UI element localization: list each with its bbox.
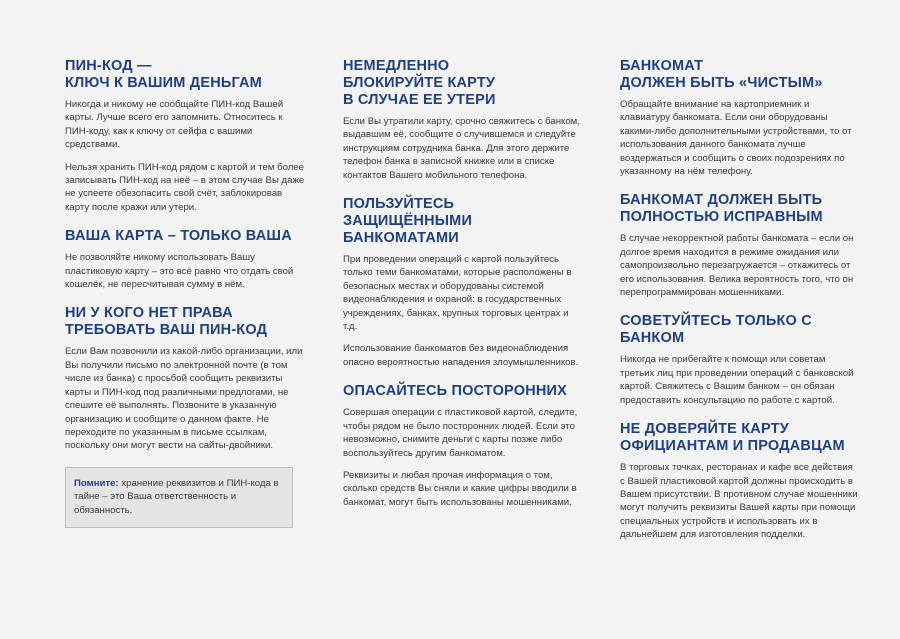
column-right	[620, 58, 860, 556]
section-title: ВАША КАРТА – ТОЛЬКО ВАША	[65, 228, 292, 245]
section-block-card	[343, 58, 583, 182]
reminder-box	[65, 467, 293, 528]
section-title: НЕМЕДЛЕННО БЛОКИРУЙТЕ КАРТУ В СЛУЧАЕ ЕЕ УТЕРИ	[343, 58, 496, 108]
section-waiters	[620, 421, 860, 541]
paragraph: Обращайте внимание на картоприемник и клавиатуру банкомата. Если они оборудованы какими-либо дополнительными устройствами, то от использования данного банкомата лучше воздержаться и сообщить о своих подозрениях по указанному на нём телефону.	[620, 99, 852, 178]
section-clean-atm	[620, 58, 860, 178]
reminder-label: Помните:	[74, 477, 119, 489]
column-middle	[343, 58, 583, 523]
paragraph: Если Вы утратили карту, срочно свяжитесь с банком, выдавшим её, сообщите о случившемся и следуйте инструкциям сотрудника банка. Для этого держите телефон банка в записной книжке или в списке контактов Вашего мобильного телефона.	[343, 116, 580, 181]
section-working-atm	[620, 192, 860, 299]
paragraph: Реквизиты и любая прочая информация о том, сколько средств Вы сняли и какие цифры вводили в банкомат, могут быть использованы мошенниками.	[343, 469, 577, 508]
column-left	[65, 58, 305, 528]
paragraph: Если Вам позвонили из какой-либо организации, или Вы получили письмо по электронной почте (в том числе из банка) с просьбой сообщить реквизиты карты и ПИН-код под различными предлогами, не спешите её выполнять. Позвоните в указанную организацию и сообщите о данном факте. Не переходите по указанным в письме ссылкам, поскольку они могут вести на сайты-двойники.	[65, 346, 303, 452]
paragraph: Нельзя хранить ПИН-код рядом с картой и тем более записывать ПИН-код на неё – в этом случае Вы даже не успеете обезопасить свой счёт, заблокировав карту после кражи или утери.	[65, 161, 305, 213]
section-title: ПИН-КОД — КЛЮЧ К ВАШИМ ДЕНЬГАМ	[65, 58, 262, 91]
section-title: БАНКОМАТ ДОЛЖЕН БЫТЬ «ЧИСТЫМ»	[620, 58, 823, 91]
paragraph: Никогда и никому не сообщайте ПИН-код Вашей карты. Лучше всего его запомнить. Относитесь к ПИН-коду, как к ключу от сейфа с вашими средствами.	[65, 99, 284, 151]
section-strangers	[343, 383, 583, 509]
section-title: ПОЛЬЗУЙТЕСЬ ЗАЩИЩЁННЫМИ БАНКОМАТАМИ	[343, 196, 473, 247]
paragraph: Никогда не прибегайте к помощи или советам третьих лиц при проведении операций с банковской картой. Свяжитесь с Вашим банком – он обязан предоставить консультацию по работе с картой.	[620, 354, 854, 406]
section-title: ОПАСАЙТЕСЬ ПОСТОРОННИХ	[343, 383, 568, 400]
section-your-card	[65, 228, 305, 291]
paragraph: Не позволяйте никому использовать Вашу пластиковую карту – это всё равно что отдать свой кошелёк, не пересчитывая сумму в нём.	[65, 252, 294, 291]
section-title: НЕ ДОВЕРЯЙТЕ КАРТУ ОФИЦИАНТАМ И ПРОДАВЦАМ	[620, 421, 845, 455]
section-bank-only	[620, 313, 860, 407]
reminder-text: хранение реквизитов и ПИН-кода в тайне – это Ваша ответственность и обязанность.	[74, 477, 279, 516]
section-no-right	[65, 305, 305, 452]
section-pin-code	[65, 58, 305, 214]
paragraph: Использование банкоматов без видеонаблюдения опасно вероятностью нападения злоумышленников.	[343, 343, 579, 368]
section-secure-atm	[343, 196, 583, 369]
section-title: БАНКОМАТ ДОЛЖЕН БЫТЬ ПОЛНОСТЬЮ ИСПРАВНЫМ	[620, 192, 823, 226]
paragraph: В торговых точках, ресторанах и кафе все действия с Вашей пластиковой картой должны происходить в Вашем присутствии. В противном случае мошенники могут получить реквизиты Вашей карты при помощи специальных устройств и использовать их в дальнейшем для изготовления подделки.	[620, 462, 858, 541]
section-title: СОВЕТУЙТЕСЬ ТОЛЬКО С БАНКОМ	[620, 313, 812, 347]
paragraph: При проведении операций с картой пользуйтесь только теми банкоматами, которые расположены в безопасных местах и оборудованы системой видеонаблюдения и охраной: в государственных учреждениях, банках, крупных торговых центрах и т.д.	[343, 254, 572, 333]
paragraph: В случае некорректной работы банкомата – если он долгое время находится в режиме ожидания или самопроизвольно перезагружается – откажитесь от его использования. Велика вероятность того, что он перепрограммирован мошенниками.	[620, 233, 854, 299]
section-title: НИ У КОГО НЕТ ПРАВА ТРЕБОВАТЬ ВАШ ПИН-КОД	[65, 305, 268, 339]
paragraph: Совершая операции с пластиковой картой, следите, чтобы рядом не было посторонних людей. Если это невозможно, снимите деньги с карты позже либо воспользуйтесь другим банкоматом.	[343, 407, 578, 459]
